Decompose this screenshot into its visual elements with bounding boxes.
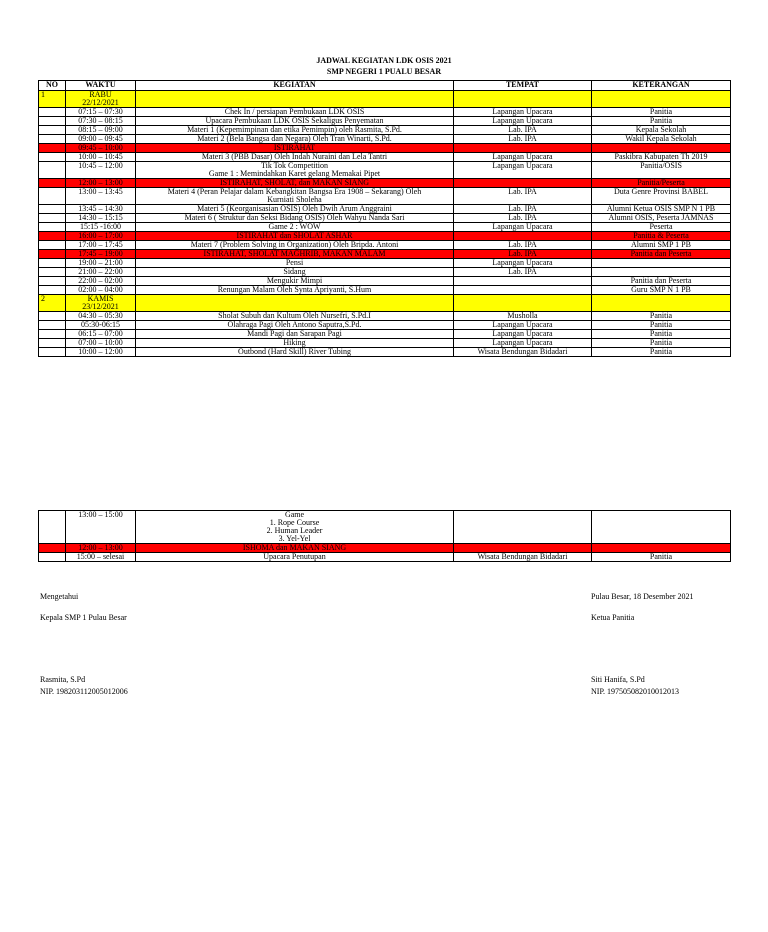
cell-kegiatan: Tik Tok Competition Game 1 : Memindahkan Karet gelang Memakai Pipet — [136, 162, 454, 179]
header-kegiatan: KEGIATAN — [136, 81, 454, 91]
cell-keterangan — [592, 544, 731, 553]
cell-tempat: Lab. IPA — [454, 268, 592, 277]
cell-tempat: Lapangan Upacara — [454, 259, 592, 268]
table-row — [39, 135, 731, 144]
cell-keterangan — [592, 144, 731, 153]
schedule-table-continued — [38, 510, 731, 562]
break-row — [39, 544, 731, 553]
cell-keterangan: Panitia — [592, 339, 731, 348]
cell-waktu: 04:30 – 05:30 — [66, 312, 136, 321]
cell-no — [39, 205, 66, 214]
table-row — [39, 126, 731, 135]
cell-waktu: 19:00 – 21:00 — [66, 259, 136, 268]
cell-no — [39, 544, 66, 553]
cell-waktu: 05:30-06:15 — [66, 321, 136, 330]
cell-tempat — [454, 144, 592, 153]
cell-no — [39, 250, 66, 259]
place-date: Pulau Besar, 18 Desember 2021 — [591, 592, 694, 601]
cell-keterangan: Peserta — [592, 223, 731, 232]
cell-no — [39, 339, 66, 348]
cell-keterangan: Kepala Sekolah — [592, 126, 731, 135]
cell-tempat — [454, 179, 592, 188]
cell-waktu: RABU 22/12/2021 — [66, 91, 136, 108]
cell-waktu: 17:45 – 19:00 — [66, 250, 136, 259]
cell-keterangan: Panitia & Peserta — [592, 232, 731, 241]
cell-waktu: 08:15 – 09:00 — [66, 126, 136, 135]
cell-kegiatan: Olahraga Pagi Oleh Antono Saputra,S.Pd. — [136, 321, 454, 330]
principal-name: Rasmita, S.Pd — [40, 675, 86, 684]
cell-waktu: KAMIS 23/12/2021 — [66, 295, 136, 312]
table-row — [39, 277, 731, 286]
cell-no — [39, 312, 66, 321]
cell-kegiatan: ISTIRAHAT, SHOLAT MAGHRIB, MAKAN MALAM — [136, 250, 454, 259]
table-row — [39, 214, 731, 223]
cell-tempat — [454, 91, 592, 108]
header-waktu: WAKTU — [66, 81, 136, 91]
cell-keterangan: Alumni OSIS, Peserta JAMNAS — [592, 214, 731, 223]
table-row — [39, 153, 731, 162]
approval-label: Mengetahui — [40, 592, 79, 601]
cell-tempat: Lapangan Upacara — [454, 153, 592, 162]
cell-tempat — [454, 544, 592, 553]
cell-keterangan: Wakil Kepala Sekolah — [592, 135, 731, 144]
cell-kegiatan: Sidang — [136, 268, 454, 277]
table-row — [39, 330, 731, 339]
break-row — [39, 250, 731, 259]
table-row — [39, 117, 731, 126]
cell-waktu: 17:00 – 17:45 — [66, 241, 136, 250]
day-header-row — [39, 295, 731, 312]
cell-kegiatan: Materi 2 (Bela Bangsa dan Negara) Oleh Tran Winarti, S.Pd. — [136, 135, 454, 144]
cell-kegiatan: Pensi — [136, 259, 454, 268]
cell-tempat: Lab. IPA — [454, 241, 592, 250]
cell-tempat: Lapangan Upacara — [454, 339, 592, 348]
cell-no — [39, 286, 66, 295]
cell-keterangan: Panitia — [592, 108, 731, 117]
cell-waktu: 07:30 – 08:15 — [66, 117, 136, 126]
day-header-row — [39, 91, 731, 108]
cell-no — [39, 348, 66, 357]
table-row — [39, 286, 731, 295]
cell-no — [39, 162, 66, 179]
cell-keterangan: Panitia — [592, 330, 731, 339]
cell-tempat — [454, 277, 592, 286]
cell-tempat: Lapangan Upacara — [454, 321, 592, 330]
cell-kegiatan: ISTIRAHAT — [136, 144, 454, 153]
table-header-row — [39, 81, 731, 91]
break-row — [39, 179, 731, 188]
cell-kegiatan: ISTIRAHAT, SHOLAT, dan MAKAN SIANG — [136, 179, 454, 188]
cell-tempat: Lapangan Upacara — [454, 117, 592, 126]
table-row — [39, 553, 731, 562]
document-title: JADWAL KEGIATAN LDK OSIS 2021 — [316, 56, 452, 65]
cell-no — [39, 108, 66, 117]
table-row — [39, 162, 731, 179]
cell-no — [39, 241, 66, 250]
cell-tempat: Lab. IPA — [454, 188, 592, 205]
cell-waktu: 10:00 – 10:45 — [66, 153, 136, 162]
cell-waktu: 12:00 – 13:00 — [66, 179, 136, 188]
principal-role: Kepala SMP 1 Pulau Besar — [40, 613, 127, 622]
header-keterangan: KETERANGAN — [592, 81, 731, 91]
cell-waktu: 14:30 – 15:15 — [66, 214, 136, 223]
cell-waktu: 15:15 -16:00 — [66, 223, 136, 232]
chairperson-name: Siti Hanifa, S.Pd — [591, 675, 645, 684]
cell-tempat: Lab. IPA — [454, 135, 592, 144]
cell-keterangan — [592, 268, 731, 277]
cell-kegiatan — [136, 295, 454, 312]
chairperson-nip: NIP. 197505082010012013 — [591, 687, 680, 696]
cell-waktu: 16:00 – 17:00 — [66, 232, 136, 241]
cell-tempat: Lab. IPA — [454, 250, 592, 259]
cell-keterangan — [592, 259, 731, 268]
cell-kegiatan: ISHOMA dan MAKAN SIANG — [136, 544, 454, 553]
cell-kegiatan: Mengukir Mimpi — [136, 277, 454, 286]
cell-tempat: Lab. IPA — [454, 205, 592, 214]
cell-keterangan: Panitia/OSIS — [592, 162, 731, 179]
table-row — [39, 321, 731, 330]
cell-kegiatan: Upacara Penutupan — [136, 553, 454, 562]
cell-waktu: 21:00 – 22:00 — [66, 268, 136, 277]
cell-no — [39, 117, 66, 126]
table-row — [39, 223, 731, 232]
cell-waktu: 09:00 – 09:45 — [66, 135, 136, 144]
cell-no — [39, 135, 66, 144]
cell-no — [39, 223, 66, 232]
cell-tempat — [454, 232, 592, 241]
cell-waktu: 10:00 – 12:00 — [66, 348, 136, 357]
principal-nip: NIP. 198203112005012006 — [40, 687, 128, 696]
cell-tempat: Lab. IPA — [454, 214, 592, 223]
cell-tempat: Lapangan Upacara — [454, 108, 592, 117]
break-row — [39, 144, 731, 153]
table-row — [39, 312, 731, 321]
cell-keterangan: Panitia — [592, 348, 731, 357]
cell-waktu: 07:00 – 10:00 — [66, 339, 136, 348]
cell-no — [39, 511, 66, 544]
header-no: NO — [39, 81, 66, 91]
cell-tempat: Lab. IPA — [454, 126, 592, 135]
cell-no — [39, 277, 66, 286]
cell-keterangan — [592, 91, 731, 108]
break-row — [39, 232, 731, 241]
cell-tempat: Lapangan Upacara — [454, 162, 592, 179]
cell-no — [39, 214, 66, 223]
cell-keterangan: Duta Genre Provinsi BABEL — [592, 188, 731, 205]
cell-keterangan: Panitia — [592, 312, 731, 321]
cell-keterangan: Panitia dan Peserta — [592, 250, 731, 259]
cell-kegiatan: Upacara Pembukaan LDK OSIS Sekaligus Penyematan — [136, 117, 454, 126]
cell-tempat: Wisata Bendungan Bidadari — [454, 553, 592, 562]
cell-kegiatan: Materi 3 (PBB Dasar) Oleh Indah Nuraini dan Lela Tantri — [136, 153, 454, 162]
cell-kegiatan: Materi 5 (Keorganisasian OSIS) Oleh Dwih Arum Anggraini — [136, 205, 454, 214]
cell-keterangan: Panitia/Peserta — [592, 179, 731, 188]
cell-kegiatan: Outbond (Hard Skill) River Tubing — [136, 348, 454, 357]
document-subtitle: SMP NEGERI 1 PUALU BESAR — [326, 67, 442, 76]
cell-kegiatan: Game 1. Rope Course 2. Human Leader 3. Yel-Yel — [136, 511, 454, 544]
cell-keterangan: Panitia dan Peserta — [592, 277, 731, 286]
cell-no — [39, 232, 66, 241]
cell-waktu: 15:00 – selesai — [66, 553, 136, 562]
cell-tempat — [454, 511, 592, 544]
cell-tempat: Lapangan Upacara — [454, 223, 592, 232]
cell-keterangan: Panitia — [592, 117, 731, 126]
cell-no — [39, 126, 66, 135]
cell-no — [39, 330, 66, 339]
cell-keterangan: Alumni Ketua OSIS SMP N 1 PB — [592, 205, 731, 214]
cell-kegiatan: Chek In / persiapan Pembukaan LDK OSIS — [136, 108, 454, 117]
cell-waktu: 13:00 – 15:00 — [66, 511, 136, 544]
cell-waktu: 07:15 – 07:30 — [66, 108, 136, 117]
table-row — [39, 188, 731, 205]
cell-no: 2 — [39, 295, 66, 312]
cell-waktu: 13:00 – 13:45 — [66, 188, 136, 205]
table-row — [39, 241, 731, 250]
cell-keterangan: Panitia — [592, 553, 731, 562]
table-row — [39, 511, 731, 544]
cell-tempat: Lapangan Upacara — [454, 330, 592, 339]
cell-kegiatan: Materi 7 (Problem Solving in Organization) Oleh Bripda. Antoni — [136, 241, 454, 250]
cell-keterangan: Guru SMP N 1 PB — [592, 286, 731, 295]
cell-kegiatan: Materi 6 ( Struktur dan Seksi Bidang OSIS) Oleh Wahyu Nanda Sari — [136, 214, 454, 223]
cell-kegiatan: Mandi Pagi dan Sarapan Pagi — [136, 330, 454, 339]
cell-kegiatan: ISTIRAHAT dan SHOLAT ASHAR — [136, 232, 454, 241]
cell-no — [39, 179, 66, 188]
cell-tempat: Wisata Bendungan Bidadari — [454, 348, 592, 357]
cell-no — [39, 321, 66, 330]
cell-waktu: 02:00 – 04:00 — [66, 286, 136, 295]
cell-keterangan: Paskibra Kabupaten Th 2019 — [592, 153, 731, 162]
cell-waktu: 12:00 – 13:00 — [66, 544, 136, 553]
cell-tempat: Musholla — [454, 312, 592, 321]
header-tempat: TEMPAT — [454, 81, 592, 91]
cell-keterangan: Alumni SMP 1 PB — [592, 241, 731, 250]
cell-keterangan — [592, 511, 731, 544]
cell-kegiatan: Materi 4 (Peran Pelajar dalam Kebangkitan Bangsa Era 1908 – Sekarang) Oleh Kurniati Sholeha — [136, 188, 454, 205]
cell-no — [39, 553, 66, 562]
table-row — [39, 259, 731, 268]
cell-kegiatan: Renungan Malam Oleh Synta Apriyanti, S.Hum — [136, 286, 454, 295]
cell-no — [39, 268, 66, 277]
table-row — [39, 339, 731, 348]
table-row — [39, 268, 731, 277]
cell-tempat — [454, 286, 592, 295]
cell-keterangan: Panitia — [592, 321, 731, 330]
table-row — [39, 108, 731, 117]
cell-no — [39, 188, 66, 205]
chairperson-role: Ketua Panitia — [591, 613, 635, 622]
cell-waktu: 09:45 – 10:00 — [66, 144, 136, 153]
cell-kegiatan — [136, 91, 454, 108]
cell-no: 1 — [39, 91, 66, 108]
cell-kegiatan: Materi 1 (Kepemimpinan dan etika Pemimpin) oleh Rasmita, S.Pd. — [136, 126, 454, 135]
cell-kegiatan: Sholat Subuh dan Kultum Oleh Nursefri, S.Pd.I — [136, 312, 454, 321]
cell-waktu: 13:45 – 14:30 — [66, 205, 136, 214]
schedule-table-day1 — [38, 80, 731, 357]
cell-no — [39, 259, 66, 268]
cell-waktu: 10:45 – 12:00 — [66, 162, 136, 179]
cell-waktu: 22:00 – 02:00 — [66, 277, 136, 286]
cell-no — [39, 144, 66, 153]
table-row — [39, 205, 731, 214]
cell-waktu: 06:15 – 07:00 — [66, 330, 136, 339]
cell-kegiatan: Hiking — [136, 339, 454, 348]
cell-kegiatan: Game 2 : WOW — [136, 223, 454, 232]
cell-keterangan — [592, 295, 731, 312]
cell-tempat — [454, 295, 592, 312]
table-row — [39, 348, 731, 357]
cell-no — [39, 153, 66, 162]
